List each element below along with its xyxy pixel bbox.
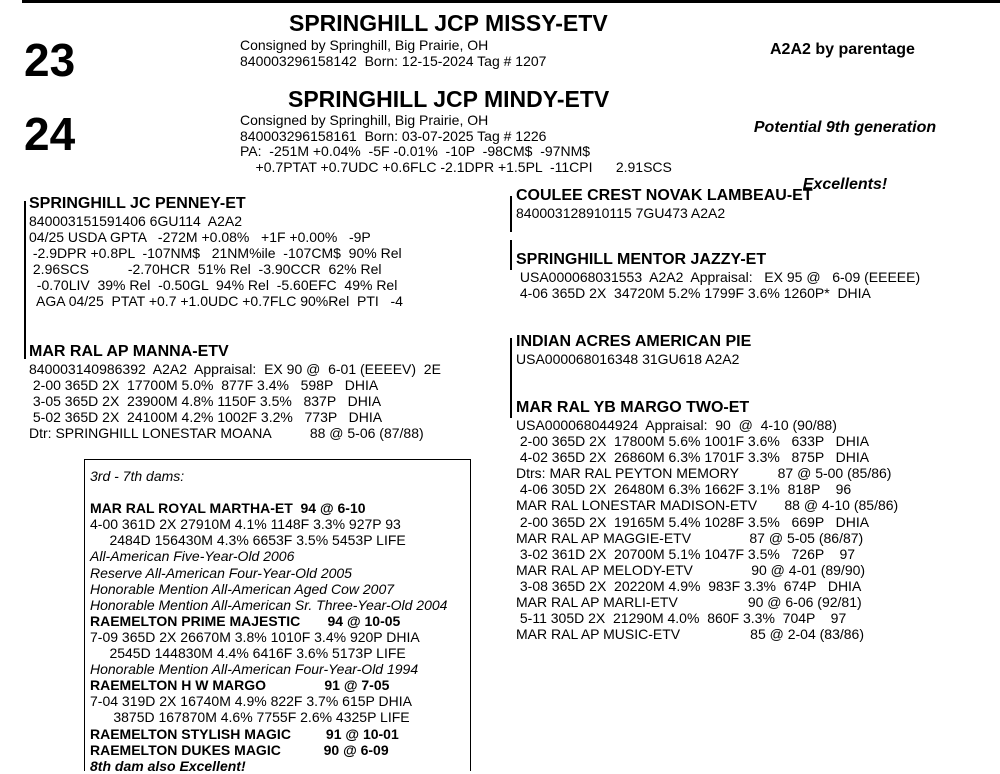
dams-dam-name: MAR RAL YB MARGO TWO-ET [516,399,750,416]
sire-line: 2.96SCS -2.70HCR 51% Rel -3.90CCR 62% Rel [29,261,382,278]
dams-dam-line: MAR RAL AP MUSIC-ETV 85 @ 2-04 (83/86) [516,626,864,643]
sires-dam-line: 4-06 365D 2X 34720M 5.2% 1799F 3.6% 1260P* DHIA [516,285,871,302]
dams-dam-line: MAR RAL AP MAGGIE-ETV 87 @ 5-05 (86/87) [516,529,864,546]
award-line: All-American Five-Year-Old 2006 [90,548,295,565]
dam-block [29,342,441,441]
record-line [90,484,447,500]
lot-24-animal-name: SPRINGHILL JCP MINDY-ETV [288,86,610,112]
award-line: Reserve All-American Four-Year-Old 2005 [90,564,352,581]
ancestor-name: RAEMELTON PRIME MAJESTIC 94 @ 10-05 [90,612,401,629]
record-line: 7-04 319D 2X 16740M 4.9% 822F 3.7% 615P DHIA [90,693,412,710]
award-line: Honorable Mention All-American Aged Cow 2007 [90,580,395,597]
dams-dam-line: 4-02 365D 2X 26860M 6.3% 1701F 3.3% 875P DHIA [516,449,870,466]
record-line: 2484D 156430M 4.3% 6653F 3.5% 5453P LIFE [90,532,406,549]
sire-block [29,194,403,310]
dam-name: MAR RAL AP MANNA-ETV [29,343,229,360]
dams-dam-line: MAR RAL AP MELODY-ETV 90 @ 4-01 (89/90) [516,561,866,578]
lot-24-id-born: 840003296158161 Born: 03-07-2025 Tag # 1226 [240,127,547,144]
dam-line: 3-05 365D 2X 23900M 4.8% 1150F 3.5% 837P DHIA [29,393,382,410]
record-line: 8th dam also Excellent! [90,757,246,774]
dams-dam-line: 3-02 361D 2X 20700M 5.1% 1047F 3.5% 726P 97 [516,545,856,562]
lot-number-24: 24 [24,108,76,160]
sire-line: AGA 04/25 PTAT +0.7 +1.0UDC +0.7FLC 90%Rel PTI -4 [29,293,403,310]
lot-23-details [240,38,546,69]
lot-24-pa-line-2: +0.7PTAT +0.7UDC +0.6FLC -2.1DPR +1.5PL -11CPI 2.91SCS [240,158,672,175]
sire-name: SPRINGHILL JC PENNEY-ET [29,195,246,212]
potential-note-line-2: Excellents! [802,176,888,193]
pedigree-bracket-right-top [510,196,512,232]
sires-dam-block [516,250,920,301]
dams-dam-line: MAR RAL LONESTAR MADISON-ETV 88 @ 4-10 (85/86) [516,497,899,514]
dams-dam-line: 2-00 365D 2X 19165M 5.4% 1028F 3.5% 669P DHIA [516,513,870,530]
sires-sire-line: 840003128910115 7GU473 A2A2 [516,205,726,221]
dams-dam-line: Dtrs: MAR RAL PEYTON MEMORY 87 @ 5-00 (85/86) [516,465,892,482]
lot-number-23: 23 [24,34,76,86]
lot-24-consignor: Consigned by Springhill, Big Prairie, OH [240,112,489,128]
ancestor-name: RAEMELTON STYLISH MAGIC 91 @ 10-01 [90,725,399,742]
dams-sire-name: INDIAN ACRES AMERICAN PIE [516,333,752,350]
pedigree-bracket-left [24,201,26,359]
dams-dam-line: MAR RAL AP MARLI-ETV 90 @ 6-06 (92/81) [516,594,862,611]
sires-dam-line: USA000068031553 A2A2 Appraisal: EX 95 @ 6-09 (EEEEE) [516,269,921,285]
potential-note-line-1: Potential 9th generation [753,119,937,136]
lot-24-details [240,113,672,175]
lot-23-id-born: 840003296158142 Born: 12-15-2024 Tag # 1207 [240,52,547,69]
ancestor-name: MAR RAL ROYAL MARTHA-ET 94 @ 6-10 [90,500,366,517]
ancestor-name: RAEMELTON H W MARGO 91 @ 7-05 [90,677,390,694]
pedigree-bracket-right-bottom [510,338,512,418]
record-line: 7-09 365D 2X 26670M 3.8% 1010F 3.4% 920P DHIA [90,628,420,645]
lot-24-pa-line-1: PA: -251M +0.04% -5F -0.01% -10P -98CM$ -97NM$ [240,143,591,159]
dams-sire-block [516,332,751,367]
extended-dams-list [90,468,447,774]
a2a2-note: A2A2 by parentage [770,41,915,58]
dams-dam-line: USA000068044924 Appraisal: 90 @ 4-10 (90/88) [516,417,837,433]
sire-line: 04/25 USDA GPTA -272M +0.08% +1F +0.00% -9P [29,229,371,246]
record-line: 2545D 144830M 4.4% 6416F 3.6% 5173P LIFE [90,645,406,662]
dams-dam-lines [516,417,898,642]
dams-dam-line: 4-06 305D 2X 26480M 6.3% 1662F 3.1% 818P 96 [516,481,852,498]
sires-sire-block [516,186,813,221]
sires-sire-name: COULEE CREST NOVAK LAMBEAU-ET [516,187,813,204]
dams-dam-line: 5-11 305D 2X 21290M 4.0% 860F 3.3% 704P 97 [516,610,847,627]
dam-line: Dtr: SPRINGHILL LONESTAR MOANA 88 @ 5-06 (87/88) [29,425,424,442]
sires-dam-name: SPRINGHILL MENTOR JAZZY-ET [516,251,767,268]
award-line: Honorable Mention All-American Four-Year-Old 1994 [90,661,419,678]
record-line: 3875D 167870M 4.6% 7755F 2.6% 4325P LIFE [90,709,410,726]
sire-line: 840003151591406 6GU114 A2A2 [29,213,243,229]
lot-23-consignor: Consigned by Springhill, Big Prairie, OH [240,37,489,53]
ancestor-name: RAEMELTON DUKES MAGIC 90 @ 6-09 [90,741,389,758]
sire-line: -2.9DPR +0.8PL -107NM$ 21NM%ile -107CM$ 90% Rel [29,245,402,262]
dam-line: 840003140986392 A2A2 Appraisal: EX 90 @ 6-01 (EEEEV) 2E [29,361,441,377]
award-line: 3rd - 7th dams: [90,468,185,484]
dams-dam-block [516,398,898,642]
dams-dam-line: 2-00 365D 2X 17800M 5.6% 1001F 3.6% 633P DHIA [516,433,870,450]
award-line: Honorable Mention All-American Sr. Three-Year-Old 2004 [90,596,448,613]
dams-sire-line: USA000068016348 31GU618 A2A2 [516,351,740,367]
sire-line: -0.70LIV 39% Rel -0.50GL 94% Rel -5.60EFC 49% Rel [29,277,398,294]
record-line: 4-00 361D 2X 27910M 4.1% 1148F 3.3% 927P 93 [90,516,401,533]
top-rule [22,0,1000,3]
dams-dam-line: 3-08 365D 2X 20220M 4.9% 983F 3.3% 674P DHIA [516,577,862,594]
dam-line: 5-02 365D 2X 24100M 4.2% 1002F 3.2% 773P DHIA [29,409,383,426]
lot-23-animal-name: SPRINGHILL JCP MISSY-ETV [289,10,608,36]
pedigree-bracket-right-mid [510,240,512,270]
dam-line: 2-00 365D 2X 17700M 5.0% 877F 3.4% 598P DHIA [29,377,379,394]
